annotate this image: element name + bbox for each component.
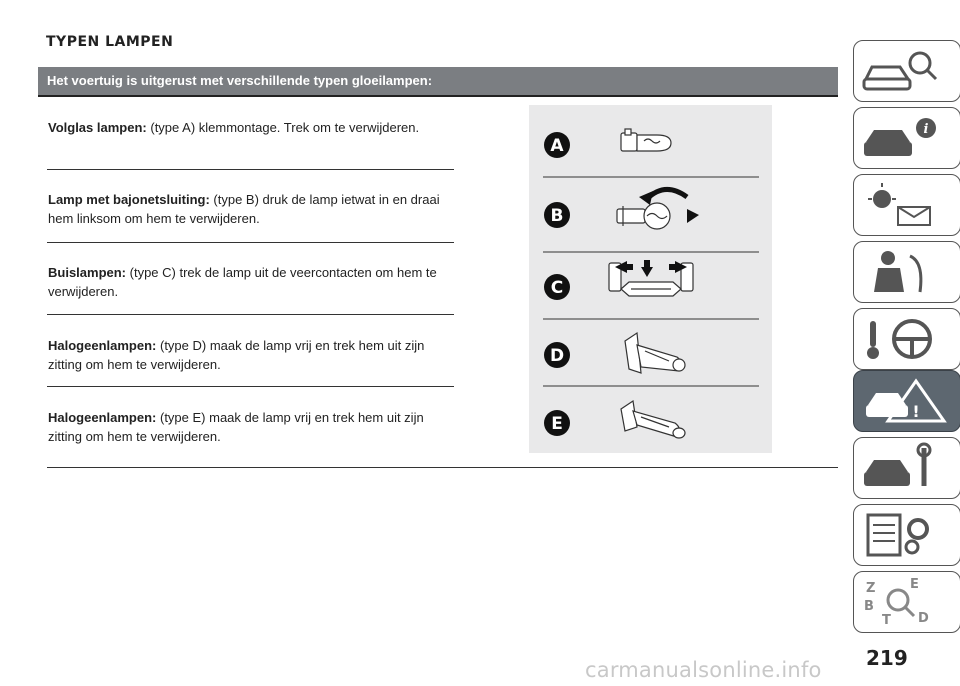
svg-text:T: T [882,613,891,628]
svg-text:B: B [550,206,564,226]
warning-lights-icon [860,179,950,231]
index-search-icon [860,576,950,628]
car-search-icon [860,45,950,97]
lamp-type-b-description [48,190,458,228]
chapter-tab-technical-data[interactable] [853,504,960,566]
label-a [544,132,570,158]
seatbelt-person-icon [860,246,950,298]
divider [47,169,454,170]
label-b [544,202,570,228]
chapter-tab-safety[interactable] [853,241,960,303]
svg-text:Z: Z [866,581,876,596]
section-title: TYPEN LAMPEN [46,34,174,50]
car-wrench-icon [860,442,950,494]
halogen-h4-bulb-icon [625,333,685,373]
chapter-tab-emergency[interactable] [853,370,960,432]
divider [47,386,454,387]
intro-banner [38,67,838,97]
svg-text:C: C [550,278,564,298]
intro-banner-text: Het voertuig is uitgerust met verschillende typen gloeilampen: [47,73,433,88]
label-d [544,342,570,368]
lamp-type-title: Halogeenlampen: [48,410,157,425]
chapter-tab-maintenance[interactable] [853,437,960,499]
lamp-type-title: Volglas lampen: [48,120,147,135]
svg-text:!: ! [912,402,920,421]
svg-text:A: A [550,136,564,156]
spec-sheet-gears-icon [860,509,950,561]
svg-text:B: B [864,599,874,614]
divider [47,314,454,315]
svg-text:D: D [918,611,929,626]
halogen-h7-bulb-icon [621,401,685,438]
divider [47,242,454,243]
lamp-type-e-description [48,408,458,446]
lamp-type-text: (type E) maak de lamp vrij en trek hem uit zijn zitting om hem te verwijderen. [48,410,424,444]
lamp-type-a-description [48,118,458,137]
svg-text:E: E [551,414,563,434]
lamp-type-title: Lamp met bajonetsluiting: [48,192,210,207]
svg-text:i: i [923,122,929,137]
car-info-icon [860,112,950,164]
lamp-type-c-description [48,263,458,301]
label-c [544,274,570,300]
key-steering-wheel-icon [860,313,950,365]
chapter-tab-index[interactable] [853,571,960,633]
svg-text:D: D [549,346,565,366]
car-emergency-icon [860,375,950,427]
chapter-tab-warning-lights[interactable] [853,174,960,236]
label-e [544,410,570,436]
lamp-type-title: Buislampen: [48,265,127,280]
page-number: 219 [866,646,908,670]
watermark: carmanualsonline.info [585,658,822,682]
lamp-type-text: (type B) druk de lamp ietwat in en draai hem linksom om hem te verwijderen. [48,192,440,226]
pull-arrows-icon [615,260,687,277]
lamp-type-text: (type A) klemmontage. Trek om te verwijderen. [150,120,420,135]
lamp-type-d-description [48,336,458,374]
bayonet-bulb-icon [617,203,670,229]
svg-text:E: E [910,577,919,592]
chapter-tab-starting-driving[interactable] [853,308,960,370]
lamp-type-text: (type C) trek de lamp uit de veercontacten om hem te verwijderen. [48,265,437,299]
chapter-tab-car-info[interactable] [853,107,960,169]
lamp-type-title: Halogeenlampen: [48,338,157,353]
lamp-type-text: (type D) maak de lamp vrij en trek hem uit zijn zitting om hem te verwijderen. [48,338,425,372]
lamp-types-figure [529,105,772,453]
lamp-types-illustration [529,105,772,453]
wedge-bulb-icon [621,129,671,151]
chapter-tab-car-search[interactable] [853,40,960,102]
bottom-divider [47,467,838,468]
